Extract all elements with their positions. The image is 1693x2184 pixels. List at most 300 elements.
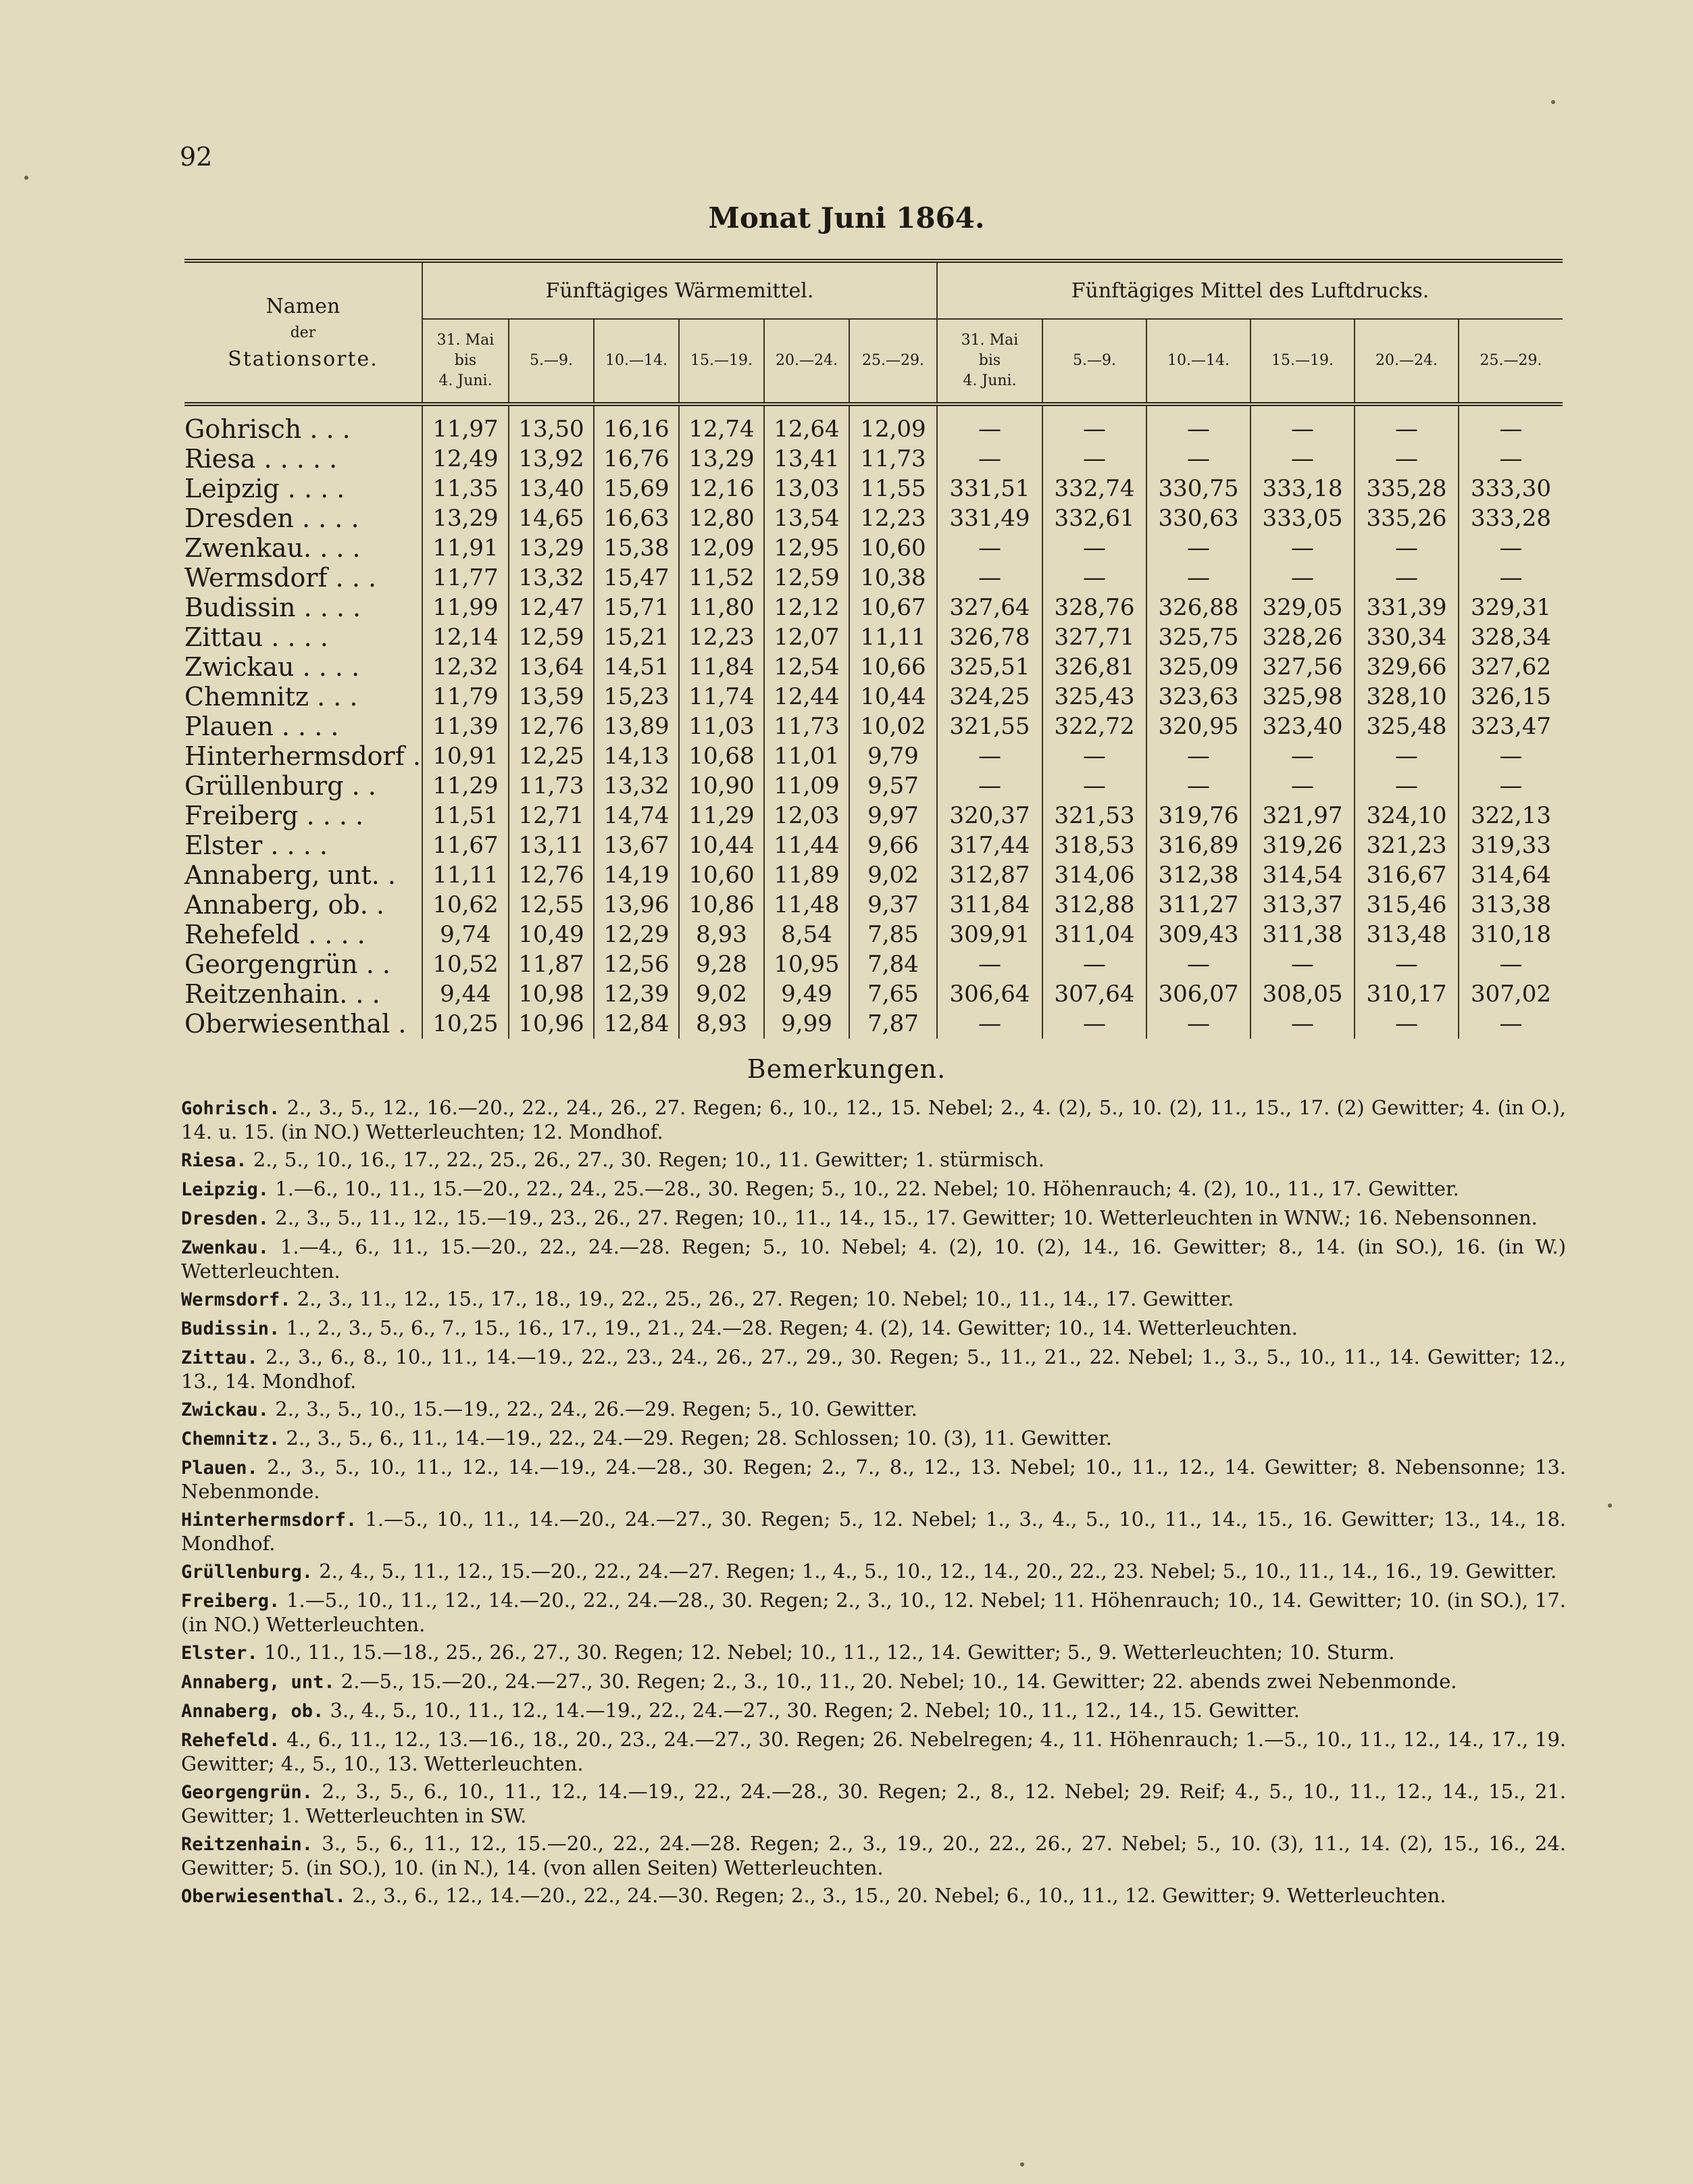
pressure-cell: 325,51 — [937, 652, 1042, 682]
pressure-cell: 325,75 — [1146, 622, 1250, 652]
temperature-cell: 11,77 — [422, 563, 509, 593]
station-name: Annaberg, unt. . — [184, 860, 396, 890]
temperature-cell: 11,11 — [849, 622, 937, 652]
pressure-cell: — — [1355, 741, 1459, 771]
pressure-cell: — — [1355, 771, 1459, 801]
period-header-line: 4. Juni. — [963, 372, 1017, 389]
temperature-cell: 10,67 — [849, 593, 937, 622]
pressure-cell: 329,05 — [1250, 593, 1355, 622]
remark-text: 2., 3., 6., 12., 14.—20., 22., 24.—30. Regen; 2., 3., 15., 20. Nebel; 6., 10., 11., 12. Gewitter; 9. Wetterleuchten. — [352, 1884, 1446, 1907]
temperature-cell: 10,95 — [764, 949, 849, 979]
table-row — [184, 622, 1563, 652]
period-header-p-5: 25.—29. — [1459, 319, 1563, 404]
temperature-cell: 11,48 — [764, 890, 849, 920]
station-name: Georgengrün . . — [184, 949, 390, 979]
pressure-cell: — — [1042, 533, 1146, 563]
pressure-cell: 309,91 — [937, 920, 1042, 949]
temperature-cell: 13,50 — [509, 404, 594, 444]
pressure-cell: 318,53 — [1042, 830, 1146, 860]
temperature-cell: 13,40 — [509, 474, 594, 503]
pressure-cell: 325,98 — [1250, 682, 1355, 712]
period-header-t-0 — [422, 319, 509, 404]
station-name: Riesa . . . . . — [184, 444, 338, 474]
temperature-cell: 10,44 — [679, 830, 764, 860]
pressure-cell: — — [1146, 949, 1250, 979]
station-name: Dresden . . . . — [184, 503, 359, 533]
pressure-cell: 331,49 — [937, 503, 1042, 533]
pressure-cell: — — [1459, 533, 1563, 563]
temperature-cell: 14,51 — [594, 652, 679, 682]
pressure-cell: — — [1042, 404, 1146, 444]
temperature-cell: 10,91 — [422, 741, 509, 771]
pressure-cell: — — [1146, 741, 1250, 771]
temperature-cell: 8,54 — [764, 920, 849, 949]
temperature-cell: 12,95 — [764, 533, 849, 563]
temperature-cell: 15,23 — [594, 682, 679, 712]
temperature-cell: 11,55 — [849, 474, 937, 503]
temperature-cell: 12,64 — [764, 404, 849, 444]
pressure-cell: 311,84 — [937, 890, 1042, 920]
temperature-cell: 10,90 — [679, 771, 764, 801]
pressure-cell: 330,63 — [1146, 503, 1250, 533]
station-name: Elster . . . . — [184, 830, 328, 860]
pressure-cell: 326,81 — [1042, 652, 1146, 682]
remark-entry — [181, 1148, 1566, 1172]
temperature-cell: 12,39 — [594, 979, 679, 1009]
table-row — [184, 801, 1563, 830]
station-name: Grüllenburg . . — [184, 771, 376, 801]
remark-text: 2.—5., 15.—20., 24.—27., 30. Regen; 2., 3., 10., 11., 20. Nebel; 10., 14. Gewitter; 22. abends zwei Nebenmonde. — [340, 1670, 1457, 1693]
pressure-cell: 312,38 — [1146, 860, 1250, 890]
temperature-cell: 13,59 — [509, 682, 594, 712]
temperature-cell: 12,56 — [594, 949, 679, 979]
pressure-cell: — — [1250, 444, 1355, 474]
temperature-cell: 9,28 — [679, 949, 764, 979]
pressure-cell: 317,44 — [937, 830, 1042, 860]
pressure-cell: — — [1355, 563, 1459, 593]
pressure-cell: — — [1459, 444, 1563, 474]
remark-entry — [181, 1397, 1566, 1422]
pressure-cell: 306,64 — [937, 979, 1042, 1009]
pressure-cell: — — [1250, 949, 1355, 979]
remark-text: 1.—5., 10., 11., 12., 14.—20., 22., 24.—28., 30. Regen; 2., 3., 10., 12. Nebel; 11. Höhenrauch; 10., 14. Gewitter; 10. (in SO.), 17. (in NO.) Wetterleuchten. — [181, 1589, 1566, 1636]
temperature-cell: 12,14 — [422, 622, 509, 652]
pressure-cell: — — [1355, 949, 1459, 979]
pressure-cell: 313,37 — [1250, 890, 1355, 920]
remark-entry — [181, 1560, 1566, 1584]
temperature-cell: 12,07 — [764, 622, 849, 652]
remark-station: Leipzig. — [181, 1179, 270, 1200]
temperature-cell: 13,41 — [764, 444, 849, 474]
pressure-cell: 328,10 — [1355, 682, 1459, 712]
pressure-cell: — — [1042, 563, 1146, 593]
station-name: Budissin . . . . — [184, 593, 361, 622]
period-header-line: 4. Juni. — [438, 372, 492, 389]
temperature-cell: 9,02 — [679, 979, 764, 1009]
temperature-cell: 14,13 — [594, 741, 679, 771]
remark-text: 2., 3., 5., 12., 16.—20., 22., 24., 26., 27. Regen; 6., 10., 12., 15. Nebel; 2., 4. (2), 5., 10. (2), 11., 15., 17. (2) Gewitter; 4. (in O.), 14. u. 15. (in NO.) Wetterleuchten; 12. Mondhof. — [181, 1096, 1566, 1143]
remark-text: 1.—4., 6., 11., 15.—20., 22., 24.—28. Regen; 5., 10. Nebel; 4. (2), 10. (2), 14., 16. Gewitter; 8., 14. (in SO.), 16. (in W.) Wetterleuchten. — [181, 1235, 1567, 1283]
table-row — [184, 593, 1563, 622]
remark-text: 1.—6., 10., 11., 15.—20., 22., 24., 25.—28., 30. Regen; 5., 10., 22. Nebel; 10. Höhenrauch; 4. (2), 10., 11., 17. Gewitter. — [275, 1177, 1459, 1200]
temperature-cell: 13,11 — [509, 830, 594, 860]
temperature-cell: 12,03 — [764, 801, 849, 830]
temperature-cell: 12,47 — [509, 593, 594, 622]
temperature-cell: 11,29 — [422, 771, 509, 801]
remark-station: Reitzenhain. — [181, 1834, 313, 1855]
temperature-cell: 10,60 — [849, 533, 937, 563]
period-header-t-1: 5.—9. — [509, 319, 594, 404]
period-header-t-2: 10.—14. — [594, 319, 679, 404]
station-name: Plauen . . . . — [184, 712, 339, 741]
temperature-cell: 14,19 — [594, 860, 679, 890]
table-row — [184, 741, 1563, 771]
data-table — [184, 259, 1563, 1039]
temperature-cell: 16,63 — [594, 503, 679, 533]
remark-entry — [181, 1641, 1566, 1665]
remark-station: Grüllenburg. — [181, 1562, 313, 1583]
remark-text: 2., 4., 5., 11., 12., 15.—20., 22., 24.—27. Regen; 1., 4., 5., 10., 12., 14., 20., 22., 23. Nebel; 5., 10., 11., 14., 16., 19. Gewitter. — [319, 1560, 1557, 1583]
remark-text: 2., 3., 11., 12., 15., 17., 18., 19., 22., 25., 26., 27. Regen; 10. Nebel; 10., 11., 14., 17. Gewitter. — [297, 1287, 1234, 1310]
pressure-cell: 311,38 — [1250, 920, 1355, 949]
remark-station: Riesa. — [181, 1150, 247, 1171]
pressure-cell: 326,15 — [1459, 682, 1563, 712]
remark-entry — [181, 1345, 1566, 1393]
pressure-cell: 328,34 — [1459, 622, 1563, 652]
table-row — [184, 474, 1563, 503]
temperature-cell: 14,74 — [594, 801, 679, 830]
station-name: Reitzenhain. . . — [184, 979, 380, 1009]
pressure-cell: — — [1355, 444, 1459, 474]
temperature-cell: 11,01 — [764, 741, 849, 771]
table-row — [184, 920, 1563, 949]
temperature-cell: 13,89 — [594, 712, 679, 741]
temperature-cell: 7,85 — [849, 920, 937, 949]
station-name: Zwenkau. . . . — [184, 533, 361, 563]
temperature-cell: 13,67 — [594, 830, 679, 860]
remark-station: Gohrisch. — [181, 1098, 280, 1119]
station-name: Annaberg, ob. . — [184, 890, 384, 920]
table-row — [184, 563, 1563, 593]
remark-station: Annaberg, ob. — [181, 1701, 324, 1722]
pressure-cell: 314,06 — [1042, 860, 1146, 890]
temperature-cell: 12,09 — [679, 533, 764, 563]
table-row — [184, 444, 1563, 474]
table-row — [184, 1009, 1563, 1039]
table-row — [184, 890, 1563, 920]
temperature-cell: 12,55 — [509, 890, 594, 920]
station-name: Rehefeld . . . . — [184, 920, 365, 949]
table-row — [184, 712, 1563, 741]
temperature-cell: 10,60 — [679, 860, 764, 890]
pressure-cell: 323,47 — [1459, 712, 1563, 741]
table-row — [184, 682, 1563, 712]
temperature-cell: 10,52 — [422, 949, 509, 979]
remark-text: 2., 5., 10., 16., 17., 22., 25., 26., 27., 30. Regen; 10., 11. Gewitter; 1. stürmisch. — [253, 1148, 1044, 1171]
pressure-cell: 307,64 — [1042, 979, 1146, 1009]
temperature-cell: 12,59 — [764, 563, 849, 593]
remark-entry — [181, 1287, 1566, 1312]
table-row — [184, 860, 1563, 890]
temperature-cell: 10,44 — [849, 682, 937, 712]
pressure-cell: 332,61 — [1042, 503, 1146, 533]
pressure-cell: — — [937, 949, 1042, 979]
remark-entry — [181, 1699, 1566, 1723]
pressure-cell: — — [1250, 563, 1355, 593]
station-name: Oberwiesenthal . — [184, 1009, 407, 1039]
temperature-cell: 12,25 — [509, 741, 594, 771]
temperature-cell: 13,96 — [594, 890, 679, 920]
pressure-cell: 325,09 — [1146, 652, 1250, 682]
remarks-list — [181, 1096, 1566, 1913]
temperature-cell: 12,12 — [764, 593, 849, 622]
page-number: 92 — [180, 142, 213, 172]
pressure-cell: 330,34 — [1355, 622, 1459, 652]
pressure-cell: — — [1250, 404, 1355, 444]
paper-speck — [1551, 100, 1555, 104]
remark-text: 4., 6., 11., 12., 13.—16., 18., 20., 23., 24.—27., 30. Regen; 26. Nebelregen; 4., 11. Höhenrauch; 1.—5., 10., 11., 12., 14., 17., 19. Gewitter; 4., 5., 10., 13. Wetterleuchten. — [181, 1728, 1566, 1775]
table-row — [184, 979, 1563, 1009]
pressure-cell: — — [937, 563, 1042, 593]
temperature-cell: 11,09 — [764, 771, 849, 801]
remark-text: 2., 3., 5., 6., 11., 14.—19., 22., 24.—29. Regen; 28. Schlossen; 10. (3), 11. Gewitter. — [286, 1426, 1113, 1449]
remark-station: Georgengrün. — [181, 1782, 313, 1803]
pressure-cell: 309,43 — [1146, 920, 1250, 949]
pressure-cell: — — [937, 741, 1042, 771]
pressure-cell: 328,26 — [1250, 622, 1355, 652]
station-name: Leipzig . . . . — [184, 474, 345, 503]
remark-station: Annaberg, unt. — [181, 1672, 335, 1693]
pressure-cell: 324,25 — [937, 682, 1042, 712]
remark-text: 3., 4., 5., 10., 11., 12., 14.—19., 22., 24.—27., 30. Regen; 2. Nebel; 10., 11., 12., 14., 15. Gewitter. — [330, 1699, 1300, 1722]
pressure-cell: — — [1459, 741, 1563, 771]
temperature-cell: 11,89 — [764, 860, 849, 890]
period-header-p-3: 15.—19. — [1250, 319, 1355, 404]
temperature-cell: 16,16 — [594, 404, 679, 444]
temperature-cell: 11,44 — [764, 830, 849, 860]
temperature-cell: 11,11 — [422, 860, 509, 890]
pressure-cell: 332,74 — [1042, 474, 1146, 503]
temperature-cell: 10,25 — [422, 1009, 509, 1039]
pressure-cell: — — [937, 1009, 1042, 1039]
temperature-cell: 9,44 — [422, 979, 509, 1009]
pressure-cell: — — [1042, 741, 1146, 771]
temperature-cell: 12,76 — [509, 712, 594, 741]
remark-entry — [181, 1426, 1566, 1451]
temperature-cell: 10,66 — [849, 652, 937, 682]
temperature-cell: 12,71 — [509, 801, 594, 830]
table-row — [184, 503, 1563, 533]
remark-entry — [181, 1206, 1566, 1231]
pressure-cell: 320,95 — [1146, 712, 1250, 741]
remark-station: Zittau. — [181, 1347, 258, 1368]
temperature-cell: 11,51 — [422, 801, 509, 830]
pressure-cell: 335,26 — [1355, 503, 1459, 533]
temperature-cell: 12,44 — [764, 682, 849, 712]
temperature-cell: 11,67 — [422, 830, 509, 860]
remark-station: Budissin. — [181, 1318, 280, 1339]
temperature-cell: 10,62 — [422, 890, 509, 920]
table-row — [184, 533, 1563, 563]
temperature-cell: 9,66 — [849, 830, 937, 860]
temperature-cell: 9,74 — [422, 920, 509, 949]
pressure-cell: — — [1459, 771, 1563, 801]
remark-station: Zwenkau. — [181, 1237, 270, 1258]
temperature-cell: 15,71 — [594, 593, 679, 622]
pressure-cell: 324,10 — [1355, 801, 1459, 830]
period-header-line: bis — [454, 352, 477, 370]
station-header-line-3: Stationsorte. — [228, 347, 378, 371]
temperature-cell: 9,57 — [849, 771, 937, 801]
pressure-cell: 321,55 — [937, 712, 1042, 741]
remark-text: 3., 5., 6., 11., 12., 15.—20., 22., 24.—28. Regen; 2., 3., 19., 20., 22., 26., 27. Nebel; 5., 10. (3), 11., 14. (2), 15., 16., 24. Gewitter; 5. (in SO.), 10. (in N.), 14. (von allen Seiten) Wetterleuchten. — [181, 1832, 1566, 1879]
pressure-cell: — — [937, 404, 1042, 444]
pressure-cell: — — [1042, 444, 1146, 474]
station-name: Freiberg . . . . — [184, 801, 364, 830]
pressure-cell: — — [937, 771, 1042, 801]
pressure-cell: 322,13 — [1459, 801, 1563, 830]
temperature-group-header: Fünftägiges Wärmemittel. — [422, 263, 937, 319]
temperature-cell: 13,32 — [509, 563, 594, 593]
temperature-cell: 13,92 — [509, 444, 594, 474]
remark-station: Elster. — [181, 1643, 258, 1664]
pressure-cell: 321,53 — [1042, 801, 1146, 830]
pressure-cell: — — [1355, 404, 1459, 444]
temperature-cell: 13,29 — [679, 444, 764, 474]
pressure-cell: 327,64 — [937, 593, 1042, 622]
station-name: Zittau . . . . — [184, 622, 328, 652]
temperature-cell: 11,79 — [422, 682, 509, 712]
remark-station: Oberwiesenthal. — [181, 1886, 346, 1907]
temperature-cell: 13,64 — [509, 652, 594, 682]
remark-entry — [181, 1316, 1566, 1341]
pressure-cell: 325,43 — [1042, 682, 1146, 712]
pressure-cell: — — [1146, 404, 1250, 444]
temperature-cell: 8,93 — [679, 1009, 764, 1039]
pressure-cell: — — [1355, 1009, 1459, 1039]
pressure-cell: 316,67 — [1355, 860, 1459, 890]
pressure-cell: 327,56 — [1250, 652, 1355, 682]
pressure-cell: 333,18 — [1250, 474, 1355, 503]
temperature-cell: 11,29 — [679, 801, 764, 830]
remark-text: 10., 11., 15.—18., 25., 26., 27., 30. Regen; 12. Nebel; 10., 11., 12., 14. Gewitter; 5., 9. Wetterleuchten; 10. Sturm. — [264, 1641, 1395, 1664]
temperature-cell: 11,97 — [422, 404, 509, 444]
paper-speck — [24, 176, 28, 180]
pressure-cell: — — [1250, 741, 1355, 771]
temperature-cell: 11,74 — [679, 682, 764, 712]
temperature-cell: 10,68 — [679, 741, 764, 771]
pressure-cell: — — [1042, 1009, 1146, 1039]
remark-entry — [181, 1096, 1566, 1143]
temperature-cell: 15,38 — [594, 533, 679, 563]
temperature-cell: 11,03 — [679, 712, 764, 741]
pressure-cell: 315,46 — [1355, 890, 1459, 920]
remark-text: 2., 3., 5., 6., 10., 11., 12., 14.—19., 22., 24.—28., 30. Regen; 2., 8., 12. Nebel; 29. Reif; 4., 5., 10., 11., 12., 14., 15., 21. Gewitter; 1. Wetterleuchten in SW. — [181, 1780, 1567, 1827]
period-header-p-2: 10.—14. — [1146, 319, 1250, 404]
remark-entry — [181, 1884, 1566, 1908]
temperature-cell: 10,98 — [509, 979, 594, 1009]
temperature-cell: 10,86 — [679, 890, 764, 920]
pressure-cell: — — [1042, 949, 1146, 979]
station-name: Gohrisch . . . — [184, 414, 351, 444]
pressure-cell: 320,37 — [937, 801, 1042, 830]
temperature-cell: 12,16 — [679, 474, 764, 503]
table-row — [184, 830, 1563, 860]
pressure-cell: 333,30 — [1459, 474, 1563, 503]
pressure-cell: 335,28 — [1355, 474, 1459, 503]
pressure-cell: 319,26 — [1250, 830, 1355, 860]
station-header-line-1: Namen — [266, 294, 340, 318]
remark-text: 1., 2., 3., 5., 6., 7., 15., 16., 17., 19., 21., 24.—28. Regen; 4. (2), 14. Gewitter; 10., 14. Wetterleuchten. — [286, 1316, 1298, 1339]
period-header-p-0 — [937, 319, 1042, 404]
pressure-cell: — — [1146, 444, 1250, 474]
table-row — [184, 949, 1563, 979]
temperature-cell: 7,65 — [849, 979, 937, 1009]
pressure-cell: 310,18 — [1459, 920, 1563, 949]
pressure-cell: — — [1250, 771, 1355, 801]
temperature-cell: 11,84 — [679, 652, 764, 682]
pressure-cell: 310,17 — [1355, 979, 1459, 1009]
station-header-line-2: der — [290, 324, 316, 341]
temperature-cell: 12,80 — [679, 503, 764, 533]
station-name: Wermsdorf . . . — [184, 563, 377, 593]
pressure-cell: — — [1459, 563, 1563, 593]
temperature-cell: 9,37 — [849, 890, 937, 920]
table-row — [184, 771, 1563, 801]
pressure-cell: 329,66 — [1355, 652, 1459, 682]
temperature-cell: 12,23 — [679, 622, 764, 652]
temperature-cell: 15,47 — [594, 563, 679, 593]
period-header-t-4: 20.—24. — [764, 319, 849, 404]
temperature-cell: 12,76 — [509, 860, 594, 890]
remark-entry — [181, 1670, 1566, 1694]
period-header-p-4: 20.—24. — [1355, 319, 1459, 404]
data-table-container — [184, 259, 1563, 1039]
remark-entry — [181, 1508, 1566, 1555]
pressure-cell: 329,31 — [1459, 593, 1563, 622]
period-header-t-3: 15.—19. — [679, 319, 764, 404]
pressure-cell: — — [1250, 533, 1355, 563]
pressure-cell: — — [1459, 404, 1563, 444]
remark-entry — [181, 1177, 1566, 1201]
pressure-cell: 331,39 — [1355, 593, 1459, 622]
temperature-cell: 7,87 — [849, 1009, 937, 1039]
temperature-cell: 12,09 — [849, 404, 937, 444]
pressure-cell: 321,97 — [1250, 801, 1355, 830]
pressure-cell: 313,38 — [1459, 890, 1563, 920]
pressure-group-header: Fünftägiges Mittel des Luftdrucks. — [937, 263, 1563, 319]
remark-text: 2., 3., 5., 10., 11., 12., 14.—19., 24.—28., 30. Regen; 2., 7., 8., 12., 13. Nebel; 10., 11., 12., 14. Gewitter; 8. Nebensonne; 13. Nebenmonde. — [181, 1456, 1566, 1503]
remark-entry — [181, 1235, 1566, 1283]
pressure-cell: 308,05 — [1250, 979, 1355, 1009]
pressure-cell: — — [1146, 771, 1250, 801]
station-name: Chemnitz . . . — [184, 682, 358, 712]
temperature-cell: 9,79 — [849, 741, 937, 771]
pressure-cell: 326,88 — [1146, 593, 1250, 622]
temperature-cell: 10,49 — [509, 920, 594, 949]
remark-entry — [181, 1728, 1566, 1775]
temperature-cell: 15,69 — [594, 474, 679, 503]
remark-text: 2., 3., 5., 11., 12., 15.—19., 23., 26., 27. Regen; 10., 11., 14., 15., 17. Gewitter; 10. Wetterleuchten in WNW.; 16. Nebensonnen. — [275, 1206, 1538, 1229]
temperature-cell: 12,54 — [764, 652, 849, 682]
temperature-cell: 12,74 — [679, 404, 764, 444]
temperature-cell: 11,52 — [679, 563, 764, 593]
pressure-cell: 311,04 — [1042, 920, 1146, 949]
remark-station: Chemnitz. — [181, 1429, 280, 1449]
temperature-cell: 15,21 — [594, 622, 679, 652]
temperature-cell: 10,96 — [509, 1009, 594, 1039]
pressure-cell: — — [1355, 533, 1459, 563]
